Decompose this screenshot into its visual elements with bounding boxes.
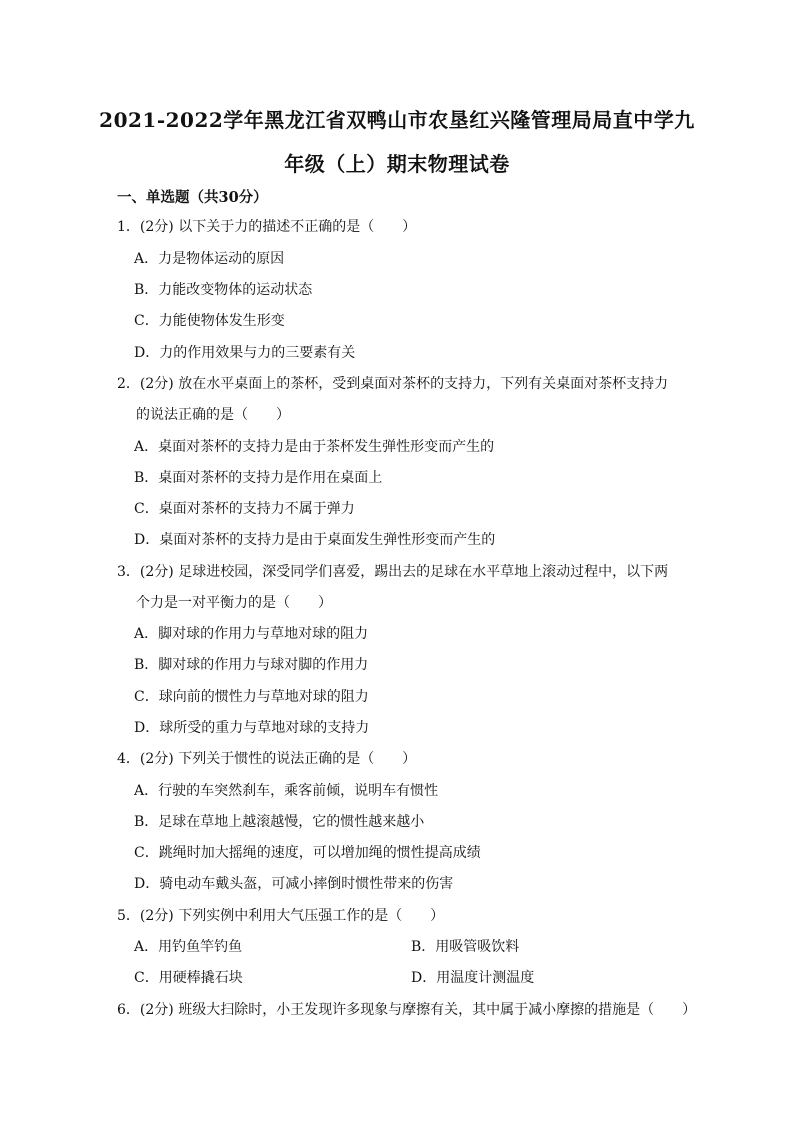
question-2-option-b: B．桌面对茶杯的支持力是作用在桌面上: [134, 470, 383, 486]
question-4-option-d: D．骑电动车戴头盔，可减小摔倒时惯性带来的伤害: [134, 876, 454, 892]
question-5-option-d: D．用温度计测温度: [411, 970, 535, 986]
question-2-option-c: C．桌面对茶杯的支持力不属于弹力: [134, 501, 355, 517]
question-3-stem-cont: 个力是一对平衡力的是（ ）: [136, 595, 332, 611]
question-2-stem-cont: 的说法正确的是（ ）: [136, 407, 290, 423]
question-5-option-c: C．用硬棒撬石块: [134, 970, 243, 986]
question-4-option-b: B．足球在草地上越滚越慢，它的惯性越来越小: [134, 814, 425, 830]
question-2-option-a: A．桌面对茶杯的支持力是由于茶杯发生弹性形变而产生的: [134, 439, 495, 455]
question-5-option-a: A．用钓鱼竿钓鱼: [134, 939, 243, 955]
question-3-option-a: A．脚对球的作用力与草地对球的阻力: [134, 626, 369, 642]
question-1-stem: 1．(2分) 以下关于力的描述不正确的是（ ）: [117, 219, 417, 235]
exam-title-line1: 2021-2022学年黑龙江省双鸭山市农垦红兴隆管理局局直中学九: [99, 108, 695, 132]
section-heading: 一、单选题（共30分）: [117, 189, 268, 206]
question-5-stem: 5．(2分) 下列实例中利用大气压强工作的是（ ）: [117, 908, 445, 924]
question-1-option-c: C．力能使物体发生形变: [134, 313, 285, 329]
question-6-stem: 6．(2分) 班级大扫除时，小王发现许多现象与摩擦有关，其中属于减小摩擦的措施是（ ）: [117, 1002, 697, 1018]
question-1-option-b: B．力能改变物体的运动状态: [134, 282, 313, 298]
question-2-stem: 2．(2分) 放在水平桌面上的茶杯，受到桌面对茶杯的支持力，下列有关桌面对茶杯支持力: [117, 376, 669, 392]
question-4-stem: 4．(2分) 下列关于惯性的说法正确的是（ ）: [117, 751, 417, 767]
exam-title-line2: 年级（上）期末物理试卷: [284, 152, 510, 176]
question-3-stem: 3．(2分) 足球进校园，深受同学们喜爱，踢出去的足球在水平草地上滚动过程中，以下两: [117, 564, 669, 580]
question-3-option-d: D．球所受的重力与草地对球的支持力: [134, 720, 370, 736]
question-3-option-b: B．脚对球的作用力与球对脚的作用力: [134, 657, 369, 673]
question-5-option-b: B．用吸管吸饮料: [411, 939, 520, 955]
question-4-option-a: A．行驶的车突然刹车，乘客前倾，说明车有惯性: [134, 783, 439, 799]
question-1-option-a: A．力是物体运动的原因: [134, 251, 285, 267]
question-3-option-c: C．球向前的惯性力与草地对球的阻力: [134, 689, 369, 705]
question-1-option-d: D．力的作用效果与力的三要素有关: [134, 345, 356, 361]
question-2-option-d: D．桌面对茶杯的支持力是由于桌面发生弹性形变而产生的: [134, 532, 496, 548]
question-4-option-c: C．跳绳时加大摇绳的速度，可以增加绳的惯性提高成绩: [134, 845, 481, 861]
